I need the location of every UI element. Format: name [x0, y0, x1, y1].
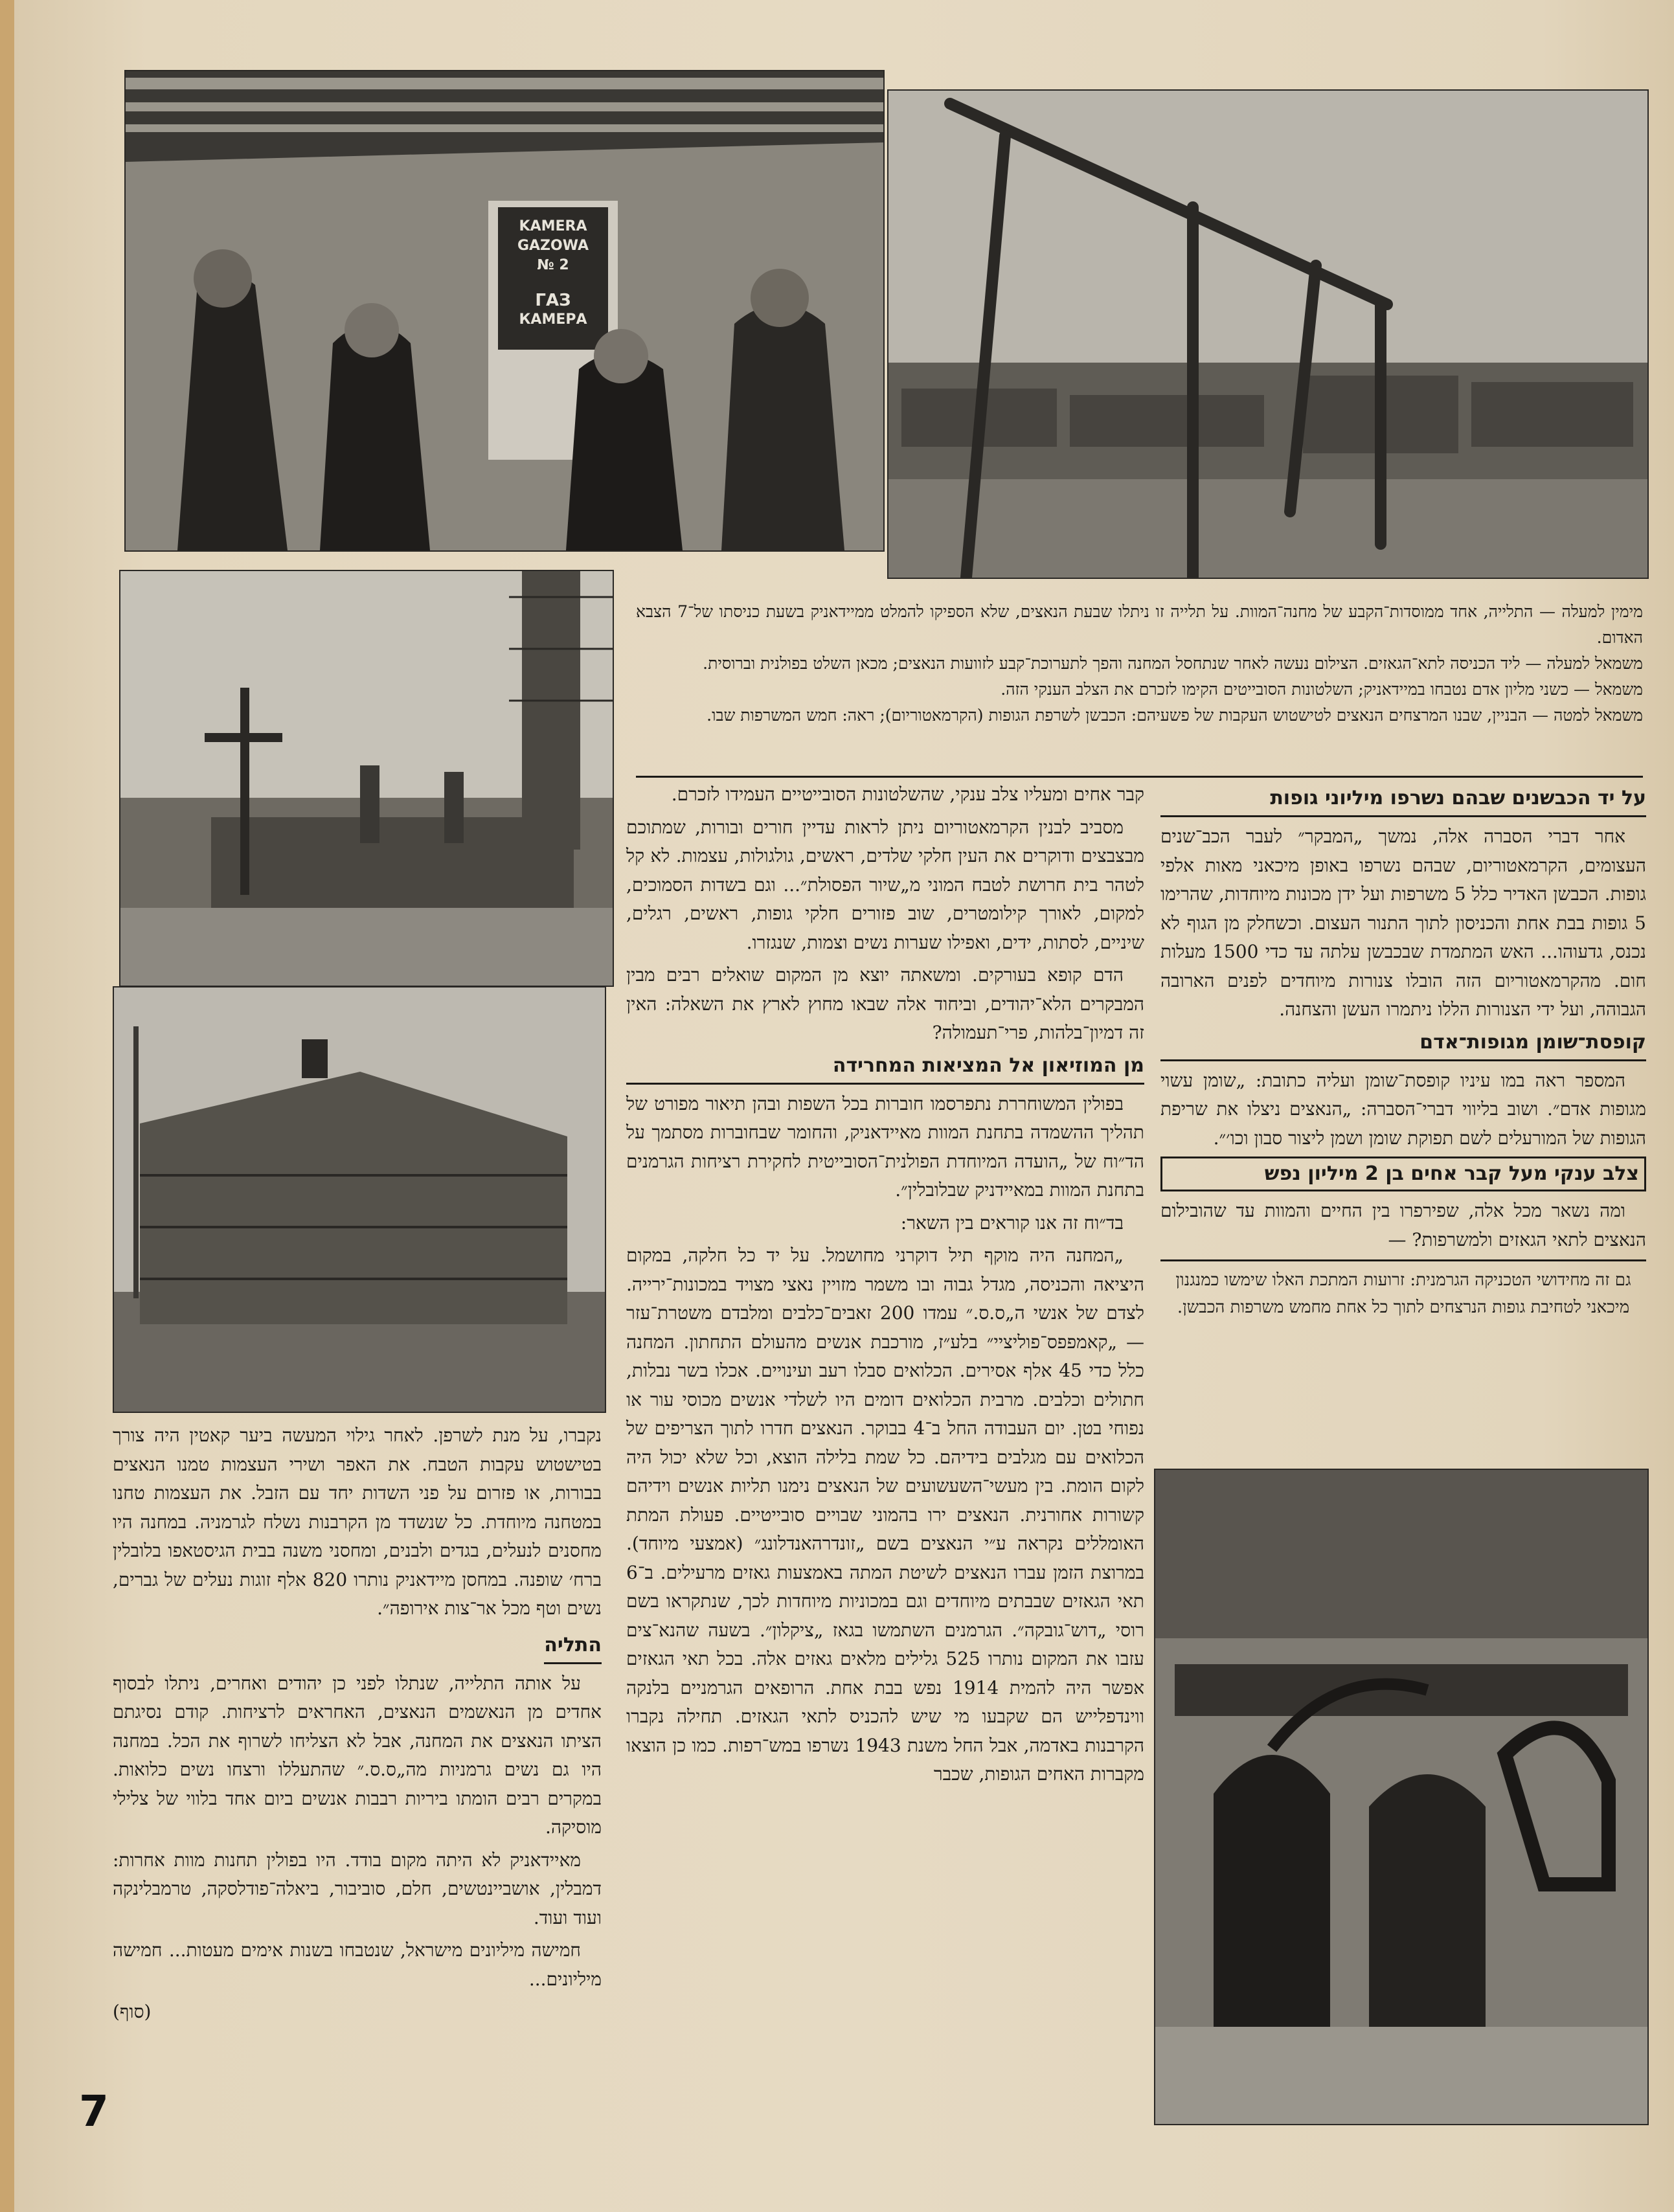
caption-line: משמאל למטה — הבניין, שבנו המרצחים הנאצים לטישטוש העקבות של פשעיהם: הכבשן לשרפת הגופות (הקרמאטוריום); ראה: חמש המשרפות שבו. — [707, 706, 1643, 725]
divider — [1160, 1259, 1646, 1261]
paragraph: חמישה מיליונים מישראל, שנטבחו בשנות אימים מעטות... חמישה מיליונים... — [113, 1939, 602, 1990]
paragraph: המספר ראה במו עיניו קופסת־שומן ועליה כתובת: „שומן עשוי מגופות אדם״. ושוב בליווי דברי־הסברה: „הנאצים ניצלו את שריפת הגופות של המורעלים לשם תפוקת שומן ושמן ליצור סבון וכו׳״. — [1160, 1069, 1646, 1149]
photo-note: גם זה מחידושי הטכניקה הגרמנית: זרועות המתכת האלו שימשו כמנגנון מיכאני לטחיבת גופות הנרצחים לתוך כל אחת מחמש משרפות הכבשן. — [1175, 1270, 1631, 1317]
paragraph: נקברו, על מנת לשרפן. לאחר גילוי המעשה ביער קאטין היה צורך בטישטוש עקבות הטבח. את האפר ושירי העצמות טמנו הנאצים בבורות, או פזרום על פני השדות יחד עם הזבל. את העצמות טחנו במטחנה מיוחדת. כל שנשדד מן הקרבנות נשלח לגרמניה. במחנה היו מחסנים לנעלים, בגדים ולבנים, ומחסני משנה בבית הגיסטאפו בלובלין ברח׳ שופנה. במחסן מיידאניק נותרו 820 אלף זוגות נעלים של גברים, נשים וטף מכל אר־צות אירופה״. — [113, 1425, 602, 1619]
sign-line: КАМЕРА — [519, 311, 587, 328]
photo-crematorium-building — [113, 986, 606, 1413]
section-heading: התליה — [544, 1631, 602, 1664]
paragraph: מאיידאניק לא היתה מקום בודד. היו בפולין תחנות מוות אחרות: דמבלין, אושביינטשים, חלם, סוביבור, ביאלה־פודלסקה, טרמבלינקה ועוד ועוד. — [113, 1849, 602, 1928]
section-heading: קופסת־שומן מגופות־אדם — [1160, 1028, 1646, 1061]
paragraph: בפולין המשוחררת נתפרסמו חוברות בכל השפות ובהן תיאור מפורט של תהליך ההשמדה בתחנת המוות מאיידאניק, והחומר שבחוברות מסתמך על הד״וח של „הועדה המיוחדת הפולנית־הסובייטית לחקירת רציחות הגרמנים בתחנת המוות במאיידניק שבלובלין״. — [626, 1092, 1144, 1201]
sign-line: KAMERA — [519, 218, 587, 234]
photo-memorial-cross — [119, 570, 614, 987]
paragraph: קבר אחים ומעליו צלב ענקי, שהשלטונות הסובייטיים העמידו לזכרם. — [671, 784, 1144, 805]
middle-column — [626, 780, 1144, 2143]
caption-rule — [636, 776, 1643, 778]
end-mark: (סוף) — [113, 2001, 152, 2022]
photo-gallows — [887, 89, 1649, 579]
paragraph: הדם קופא בעורקים. ומשאתה יוצא מן המקום שואלים רבים מבין המבקרים הלא־יהודים, וביחוד אלה שבאו מחוץ לארץ את השאלה: האין זה דמיון־בלהות, פרי־תעמולה? — [626, 964, 1144, 1043]
section-heading: מן המוזיאון אל המציאות המחרידה — [626, 1052, 1144, 1085]
sign-line: № 2 — [537, 257, 569, 273]
paragraph: „המחנה היה מוקף תיל דוקרני מחושמל. על יד כל חלקה, במקום היציאה והכניסה, מגדל גבוה ובו משמר מזויין נאצי מצויד במכונות־ירייה. לצדם של אנשי ה„ס.ס.״ עמדו 200 זאבים־כלבים ומלבדם משטרת־עזר — „קאמפפס־פוליציי״ בלע״ז, מורכבת אנשים מהעולם התחתון. המחנה כלל כדי 45 אלף אסירים. הכלואים סבלו רעב ועינויים. אכלו בשר נבלות, חתולים וכלבים. מרבית הכלואים דומים היו לשלדי אנשים מכוסי עור או נפוחי בטן. יום העבודה החל ב־4 בבוקר. הנאצים חדרו לתוך הצריפים של הכלואים עם מגלבים בידיהם. כל שמת בלילה הוצא, וכל שלא יכול היה לקום הומת. בין מעשי־השעשועים של הנאצים נימנו תליות אנשים וידיהם קשורות אחורנית. הנאצים ירו בהמוני שבויים סובייטיים. פעולת המתת האומללים נקראה ע״י הנאצים בשם „זונדרהאנדלונג״ (אמצעי מיוחד). במרוצת הזמן עברו הנאצים לשיטת המתה באמצעות גאזים מרעילים. ב־6 תאי הגאזים שבבתים מיוחדים וגם במכוניות מיוחדות לכך, שנתקראו בשם רוסי „דוש־גובקה״. הגרמנים השתמשו בגאז „ציקלון״. בשעה שהנא־צים עזבו את המקום נותרו 525 גלילים מלאים גאזים אלה. בכל תאי הגאזים אפשר היה להמית 1914 נפש בבת אחת. הרופאים הגרמניים בלנקה ווינדפלייש הם שקבעו מי שיש להכניס לתאי הגאזים. תחילה נקברו הקרבנות באדמה, אבל החל משנת 1943 נשרפו במש־רפות. כמו כן הוצאו מקברות האחים הגופות, שכבר — [626, 1245, 1145, 1785]
paragraph: בד״וח זה אנו קוראים בין השאר: — [900, 1212, 1124, 1234]
section-heading: צלב ענקי מעל קבר אחים בן 2 מיליון נפש — [1160, 1157, 1646, 1191]
page-number: 7 — [79, 2086, 109, 2136]
paragraph: ומה נשאר מכל אלה, שפירפרו בין החיים והמוות עד שהובילום הנאצים לתאי הגאזים ולמשרפות? — — [1160, 1200, 1646, 1250]
section-heading: על יד הכבשנים שבהם נשרפו מיליוני גופות — [1160, 784, 1646, 817]
photo-caption — [636, 599, 1643, 771]
paragraph: מסביב לבנין הקרמאטוריום ניתן לראות עדיין חורים ובורות, שמתוכם מבצבצים ודוקרים את העין חלקי שלדים, ראשים, גולגולות, עצמות. לא קל לטהר בית חרושת לטבח המוני מ„שיור הפסולת״... וגם בשדות הסמוכים, למקום, לאורך קילומטרים, שוב פזורים חלקי גופות, ראשים, רגלים, שיניים, לסתות, ידים, ואפילו שערות נשים וצמות, שנגזרו. — [626, 816, 1145, 953]
gas-chamber-sign — [501, 217, 605, 330]
photo-gas-chamber-entrance — [124, 70, 885, 552]
paragraph: על אותה התלייה, שנתלו לפני כן יהודים ואחרים, ניתלו לבסוף אחדים מן הנאשמים הנאצים, האחראים לרציחות. קודם נסיגתם הציתו הנאצים את המחנה, אבל לא הצליחו לשרוף את הכל. במחנה היו גם נשים גרמניות מה„ס.ס.״ שהתעללו ורצחו נשים כלואות. במקרים רבים הומתו ביריות רבבות אנשים ביום אחד בלווי של צלילי מוסיקה. — [113, 1672, 602, 1838]
sign-line: ГАЗ — [535, 291, 571, 310]
photo-furnace-arms — [1154, 1469, 1649, 2125]
caption-line: משמאל למעלה — ליד הכניסה לתא־הגאזים. הצילום נעשה לאחר שנתחסל המחנה והפך לתערוכת־קבע לזוועות הנאצים; מכאן השלט בפולנית וברוסית. — [703, 654, 1643, 673]
magazine-page — [14, 0, 1674, 2212]
sign-line: GAZOWA — [517, 238, 589, 254]
paragraph: אחר דברי הסברה אלה, נמשך „המבקר״ לעבר הכב־שנים העצומים, הקרמאטוריום, שבהם נשרפו באופן מיכאני מאות אלפי גופות. הכבשן האדיר כלל 5 משרפות ועל ידן מכונות מיוחדות, שהרימו 5 גופות בבת אחת והכניסון לתוך התנור העצום. וכשחלק מן הגוף לא נכנס, גדעוהו... האש המתמדת שבכבשן עלתה עד כדי 1500 מעלות חום. מהקרמאטוריום הזה הובלו צנורות מיוחדים לפנים הארובה הגבוהה, ועל ידי הצנורות הללו ניתמרו העשן והצחנה. — [1160, 826, 1646, 1020]
left-column — [113, 1421, 602, 2134]
caption-line: משמאל — כשני מליון אדם נטבחו במיידאניק; השלטונות הסובייטים הקימו לזכרם את הצלב הענקי הזה. — [1001, 680, 1643, 699]
right-column — [1160, 780, 1646, 1460]
caption-line: מימין למעלה — התלייה, אחד ממוסדות־הקבע של מחנה־המוות. על תלייה זו ניתלו שבעת הנאצים, שלא הספיקו להמלט ממיידאניק בשעת כניסתו של־7 הצבא האדום. — [636, 602, 1643, 647]
